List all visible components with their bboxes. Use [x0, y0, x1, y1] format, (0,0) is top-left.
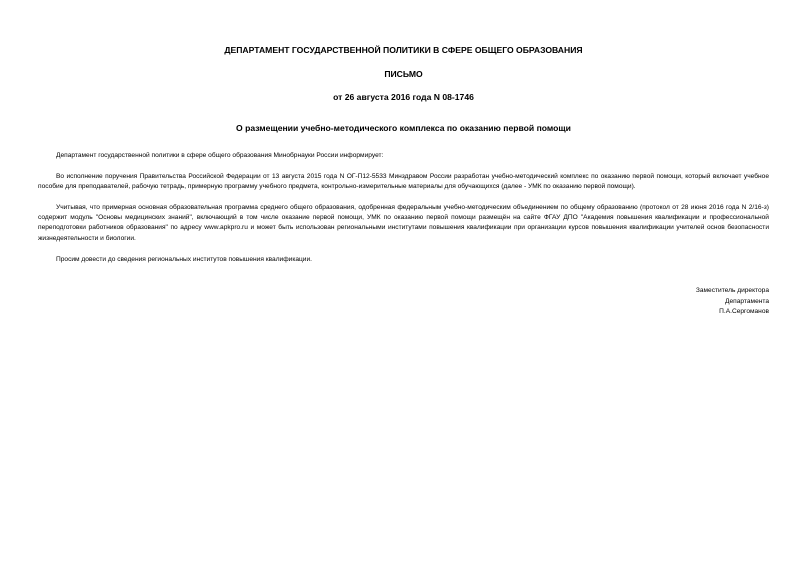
- signature-name: П.А.Сергоманов: [719, 308, 769, 316]
- signature-position: Заместитель директора: [695, 287, 769, 294]
- signature-department: Департамента: [725, 297, 769, 305]
- subject-heading: О размещении учебно-методического комплекса по оказанию первой помощи: [236, 123, 571, 133]
- paragraph-program: Учитывая, что примерная основная образовательная программа среднего общего образования, одобренная федеральным учебно-методическим объединением по общему образованию (протокол от 28 июня 2016 года N 2/16-з) содержит модуль "Основы медицинских знаний", включающий в том числе оказание первой помощи, УМК по оказанию первой помощи размещён на сайте ФГАУ ДПО "Академия повышения квалификации и профессиональной переподготовки работников образования" по адресу www.apkpro.ru и может быть использован региональными институтами повышения квалификации при организации курсов повышения квалификации учителей основ безопасности жизнедеятельности и биологии.: [38, 204, 769, 242]
- paragraph-request: Просим довести до сведения региональных институтов повышения квалификации.: [56, 256, 313, 263]
- date-number-heading: от 26 августа 2016 года N 08-1746: [333, 92, 474, 102]
- document-type-heading: ПИСЬМО: [384, 69, 423, 79]
- department-heading: ДЕПАРТАМЕНТ ГОСУДАРСТВЕННОЙ ПОЛИТИКИ В СФЕРЕ ОБЩЕГО ОБРАЗОВАНИЯ: [224, 45, 583, 55]
- paragraph-development: Во исполнение поручения Правительства Российской Федерации от 13 августа 2015 года N ОГ-П12-5533 Минздравом России разработан учебно-методический комплекс по оказанию первой помощи, который включает учебное пособие для преподавателей, рабочую тетрадь, примерную программу учебного предмета, контрольно-измерительные материалы для обучающихся (далее - УМК по оказанию первой помощи).: [38, 173, 769, 191]
- paragraph-intro: Департамент государственной политики в сфере общего образования Минобрнауки России информирует:: [56, 152, 384, 159]
- signature-block: [696, 286, 769, 318]
